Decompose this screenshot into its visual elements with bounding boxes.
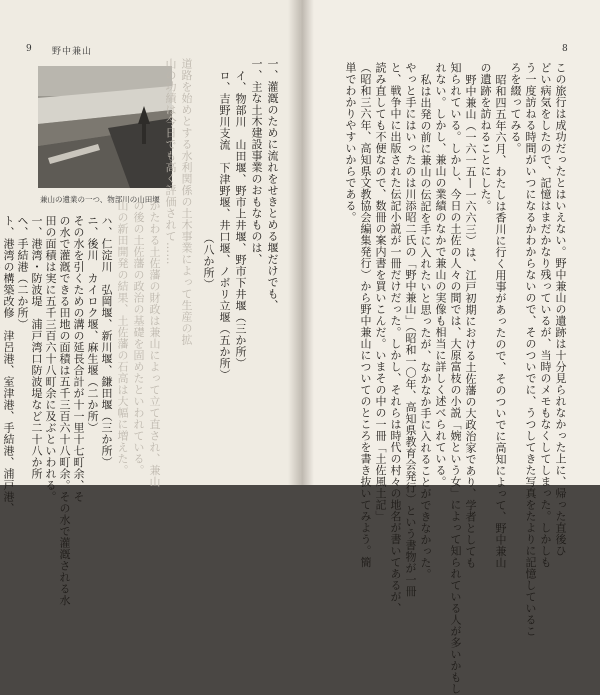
text-line: ロ、吉野川支流 下津野堰、井口堰、ノボリ立堰（五か所） [218, 70, 231, 381]
faded-line: かたわる土佐藩の財政は兼山によって立て直され、兼山 [148, 200, 161, 488]
text-line: ニ、後川 カイロク堰、麻生堰（二か所） [86, 215, 99, 434]
paragraph-line: 私は出発の前に兼山の伝記を手に入れたいと思ったが、なかなか手に入れることができなかった。 [419, 74, 432, 580]
paragraph-line: う一度訪ねる時間がいつになるかわからないので、そのついでに、うつしてきた写真をたよりに記憶しているこ [524, 62, 537, 637]
text-line: の水で灌漑できる田地の面積は五千三百六十八町余。その水で灌漑される水 [58, 215, 71, 606]
paragraph-line: 単でわかりやすいからである。 [344, 62, 357, 223]
page-number-left: 9 [26, 44, 32, 54]
left-page [0, 0, 300, 606]
book-gutter [288, 0, 314, 485]
paragraph-line: の遺跡を訪ねることにした。 [479, 62, 492, 212]
text-line: 田の面積は実に五千三百六十八町余に及ぶといわれる。 [44, 215, 57, 503]
text-line: イ、物部川 山田堰、野市上井堰、野市下井堰（三か所） [234, 70, 247, 369]
faded-line: 山の新田開発の結果、土佐藩の石高は大幅に増えた。 [116, 200, 129, 476]
text-line: （八か所） [202, 215, 215, 290]
faded-line: 道路を始めとする水利関係の土木事業によって生産の拡 [180, 58, 193, 346]
paragraph-line: と、戦争中に出版された伝記小説が一冊だけだった。しかし、それらは時代の村々の地名が書いてあるが、 [389, 62, 402, 614]
paragraph-line: 昭和四五年六月、わたしは香川に行く用事があったので、そのついでに高知によって、野中兼山 [494, 74, 507, 569]
paragraph-line: れない。しかし、兼山の業績のなかで兼山の実像も相当に詳しく述べられている。 [434, 62, 447, 488]
paragraph-line: 知られている。しかし、今日の土佐の人々の間では、大原富枝の小説「婉という女」によって知られている人が多いかもし [449, 62, 462, 695]
paragraph-line: ろを綴ってみる。 [509, 62, 522, 154]
text-line: ヘ、手結港（二か所） [16, 215, 29, 330]
right-page [300, 0, 600, 695]
text-line: ハ、仁淀川 弘岡堰、新川堰、鎌田堰（三か所） [100, 215, 113, 468]
paragraph-line: この旅行は成功だったとはいえない。野中兼山の遺跡は十分見られなかった上に、帰った直後ひ [554, 62, 567, 557]
running-head: 野中兼山 [52, 47, 93, 57]
faded-line: の後の土佐藩の政治の基礎を固めたといわれている。 [132, 200, 145, 476]
dam-photo [38, 66, 172, 188]
paragraph-line: （昭和三六年、高知県文教協会編集発行）から野中兼山についてのところを書き抜いてみよう。簡 [359, 62, 372, 568]
paragraph-line: やっと手にはいったのは川添昭二氏の「野中兼山」（昭和一〇年、高知県教育会発行）という書物が一冊 [404, 62, 417, 597]
text-line: その水を引くための溝の延長合計が十一里十七町余、そ [72, 215, 85, 503]
text-line: 一、港湾・防波堤 浦戸湾口防波堤など二十八か所 [30, 215, 43, 480]
paragraph-line: どい病気をしたので、記憶はまだかなり残っているが、当時のメモもなくしてしまった。しかしも [539, 62, 552, 568]
text-line: ト、港湾の構築改修 津呂港、室津港、手結港、浦戸港、 [2, 215, 15, 514]
paragraph-line: 野中兼山（一六一五—一六六三）は、江戸初期における土佐藩の大政治家であり、学者としても [464, 74, 477, 569]
paragraph-line: 読み直しても不便なので、数冊の案内書を買いこんだ。いまその中の一冊「土佐風土記」 [374, 62, 387, 522]
page-number-right: 8 [562, 44, 568, 54]
photo-caption: 兼山の遺業の一つ、物部川の山田堰 [40, 195, 160, 204]
faded-line: 山の功績は今日でも高く評価されて…… [164, 58, 177, 265]
text-line: 一、灌漑のために流れをせきとめる堰だけでも、 [266, 58, 279, 311]
text-line: 一、主な土木建設事業のおもなものは、 [250, 58, 263, 265]
